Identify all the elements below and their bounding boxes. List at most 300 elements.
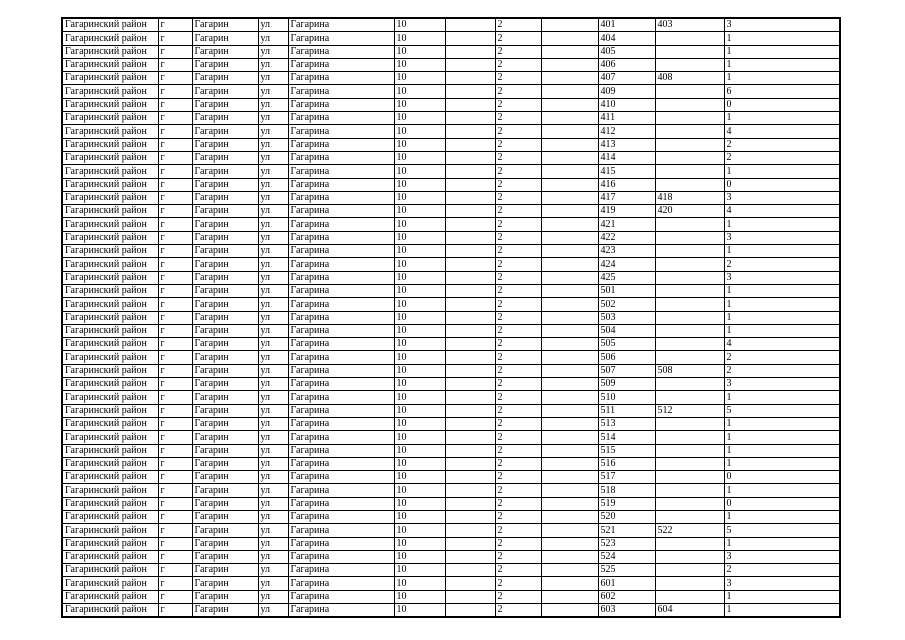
cell-building (445, 604, 495, 618)
cell-floor (541, 311, 598, 324)
cell-district: Гагаринский район (62, 577, 158, 590)
cell-settlement: Гагарин (192, 431, 258, 444)
cell-building (445, 510, 495, 523)
cell-settlement: Гагарин (192, 138, 258, 151)
cell-settlement-type: г (158, 258, 192, 271)
cell-street: Гагарина (288, 537, 394, 550)
cell-district: Гагаринский район (62, 444, 158, 457)
cell-settlement-type: г (158, 457, 192, 470)
cell-building (445, 32, 495, 45)
cell-residents: 2 (724, 564, 840, 577)
cell-street-type: ул (258, 298, 288, 311)
cell-floor (541, 298, 598, 311)
cell-settlement-type: г (158, 205, 192, 218)
cell-apartment-2: 418 (655, 191, 724, 204)
cell-floor (541, 510, 598, 523)
cell-entrance: 2 (495, 497, 541, 510)
cell-floor (541, 231, 598, 244)
cell-settlement: Гагарин (192, 98, 258, 111)
cell-house: 10 (394, 112, 445, 125)
cell-apartment: 518 (598, 484, 655, 497)
cell-house: 10 (394, 125, 445, 138)
cell-building (445, 564, 495, 577)
cell-apartment: 401 (598, 18, 655, 32)
cell-apartment-2: 522 (655, 524, 724, 537)
cell-house: 10 (394, 311, 445, 324)
cell-settlement: Гагарин (192, 151, 258, 164)
cell-street: Гагарина (288, 284, 394, 297)
cell-settlement-type: г (158, 165, 192, 178)
cell-apartment: 405 (598, 45, 655, 58)
cell-building (445, 271, 495, 284)
cell-house: 10 (394, 444, 445, 457)
cell-residents: 2 (724, 364, 840, 377)
table-row (62, 338, 840, 351)
cell-apartment: 524 (598, 550, 655, 563)
cell-floor (541, 338, 598, 351)
table-row (62, 364, 840, 377)
cell-apartment: 411 (598, 112, 655, 125)
cell-apartment: 412 (598, 125, 655, 138)
table-row (62, 284, 840, 297)
cell-street: Гагарина (288, 112, 394, 125)
cell-house: 10 (394, 564, 445, 577)
cell-apartment: 423 (598, 245, 655, 258)
cell-street-type: ул (258, 537, 288, 550)
cell-street: Гагарина (288, 98, 394, 111)
cell-district: Гагаринский район (62, 351, 158, 364)
cell-district: Гагаринский район (62, 85, 158, 98)
cell-entrance: 2 (495, 284, 541, 297)
cell-apartment: 417 (598, 191, 655, 204)
cell-entrance: 2 (495, 604, 541, 618)
cell-floor (541, 524, 598, 537)
cell-apartment: 509 (598, 378, 655, 391)
cell-residents: 1 (724, 510, 840, 523)
table-row (62, 125, 840, 138)
cell-street-type: ул (258, 245, 288, 258)
cell-entrance: 2 (495, 218, 541, 231)
cell-house: 10 (394, 32, 445, 45)
cell-district: Гагаринский район (62, 231, 158, 244)
cell-settlement: Гагарин (192, 178, 258, 191)
cell-residents: 0 (724, 497, 840, 510)
cell-apartment-2 (655, 98, 724, 111)
cell-residents: 1 (724, 324, 840, 337)
cell-settlement-type: г (158, 85, 192, 98)
table-row (62, 311, 840, 324)
cell-residents: 1 (724, 32, 840, 45)
cell-apartment-2 (655, 245, 724, 258)
table-row (62, 471, 840, 484)
cell-street-type: ул (258, 484, 288, 497)
cell-settlement-type: г (158, 218, 192, 231)
cell-house: 10 (394, 98, 445, 111)
cell-house: 10 (394, 231, 445, 244)
cell-apartment-2 (655, 284, 724, 297)
cell-street: Гагарина (288, 245, 394, 258)
cell-district: Гагаринский район (62, 45, 158, 58)
cell-settlement-type: г (158, 471, 192, 484)
cell-entrance: 2 (495, 324, 541, 337)
cell-settlement-type: г (158, 324, 192, 337)
table-row (62, 484, 840, 497)
cell-apartment: 523 (598, 537, 655, 550)
cell-entrance: 2 (495, 378, 541, 391)
cell-street-type: ул (258, 391, 288, 404)
cell-building (445, 165, 495, 178)
cell-district: Гагаринский район (62, 431, 158, 444)
cell-district: Гагаринский район (62, 258, 158, 271)
cell-residents: 1 (724, 72, 840, 85)
cell-settlement: Гагарин (192, 351, 258, 364)
cell-street-type: ул (258, 284, 288, 297)
cell-street: Гагарина (288, 378, 394, 391)
cell-house: 10 (394, 550, 445, 563)
cell-house: 10 (394, 165, 445, 178)
table-row (62, 537, 840, 550)
table-row (62, 391, 840, 404)
cell-entrance: 2 (495, 550, 541, 563)
cell-building (445, 112, 495, 125)
cell-apartment: 519 (598, 497, 655, 510)
cell-apartment: 511 (598, 404, 655, 417)
cell-building (445, 351, 495, 364)
table-row (62, 417, 840, 430)
cell-floor (541, 351, 598, 364)
cell-house: 10 (394, 510, 445, 523)
cell-settlement: Гагарин (192, 125, 258, 138)
cell-building (445, 98, 495, 111)
cell-floor (541, 58, 598, 71)
table-row (62, 178, 840, 191)
cell-street: Гагарина (288, 165, 394, 178)
cell-building (445, 205, 495, 218)
cell-apartment: 410 (598, 98, 655, 111)
cell-apartment: 513 (598, 417, 655, 430)
table-row (62, 550, 840, 563)
cell-settlement-type: г (158, 338, 192, 351)
cell-floor (541, 98, 598, 111)
cell-entrance: 2 (495, 524, 541, 537)
cell-floor (541, 444, 598, 457)
table-row (62, 510, 840, 523)
table-row (62, 151, 840, 164)
cell-settlement: Гагарин (192, 298, 258, 311)
cell-street: Гагарина (288, 364, 394, 377)
cell-building (445, 85, 495, 98)
cell-building (445, 338, 495, 351)
cell-house: 10 (394, 431, 445, 444)
cell-street: Гагарина (288, 404, 394, 417)
cell-building (445, 151, 495, 164)
table-row (62, 604, 840, 618)
cell-settlement: Гагарин (192, 18, 258, 32)
cell-apartment: 517 (598, 471, 655, 484)
cell-district: Гагаринский район (62, 271, 158, 284)
cell-apartment: 413 (598, 138, 655, 151)
cell-street: Гагарина (288, 338, 394, 351)
cell-district: Гагаринский район (62, 391, 158, 404)
cell-apartment-2 (655, 311, 724, 324)
cell-street: Гагарина (288, 58, 394, 71)
cell-floor (541, 18, 598, 32)
apartment-table (61, 17, 841, 618)
table-row (62, 112, 840, 125)
table-row (62, 98, 840, 111)
cell-district: Гагаринский район (62, 524, 158, 537)
cell-settlement: Гагарин (192, 510, 258, 523)
table-row (62, 258, 840, 271)
cell-building (445, 444, 495, 457)
cell-district: Гагаринский район (62, 550, 158, 563)
cell-building (445, 18, 495, 32)
cell-settlement: Гагарин (192, 590, 258, 603)
cell-apartment-2 (655, 484, 724, 497)
cell-floor (541, 364, 598, 377)
cell-street: Гагарина (288, 391, 394, 404)
cell-residents: 1 (724, 218, 840, 231)
cell-building (445, 471, 495, 484)
cell-building (445, 364, 495, 377)
cell-apartment-2 (655, 391, 724, 404)
cell-street: Гагарина (288, 18, 394, 32)
cell-residents: 1 (724, 112, 840, 125)
cell-entrance: 2 (495, 72, 541, 85)
cell-street-type: ул (258, 218, 288, 231)
cell-apartment-2 (655, 378, 724, 391)
cell-residents: 1 (724, 604, 840, 618)
cell-building (445, 72, 495, 85)
cell-floor (541, 604, 598, 618)
cell-settlement: Гагарин (192, 258, 258, 271)
cell-house: 10 (394, 284, 445, 297)
cell-apartment: 602 (598, 590, 655, 603)
cell-floor (541, 205, 598, 218)
cell-district: Гагаринский район (62, 364, 158, 377)
cell-entrance: 2 (495, 32, 541, 45)
cell-apartment-2 (655, 577, 724, 590)
cell-residents: 5 (724, 524, 840, 537)
cell-district: Гагаринский район (62, 151, 158, 164)
cell-house: 10 (394, 378, 445, 391)
cell-settlement: Гагарин (192, 604, 258, 618)
cell-district: Гагаринский район (62, 404, 158, 417)
cell-street-type: ул (258, 417, 288, 430)
cell-district: Гагаринский район (62, 72, 158, 85)
cell-residents: 4 (724, 338, 840, 351)
cell-street: Гагарина (288, 431, 394, 444)
cell-district: Гагаринский район (62, 338, 158, 351)
cell-street: Гагарина (288, 191, 394, 204)
cell-residents: 3 (724, 378, 840, 391)
cell-apartment-2 (655, 444, 724, 457)
cell-street-type: ул (258, 510, 288, 523)
cell-floor (541, 151, 598, 164)
cell-street: Гагарина (288, 85, 394, 98)
cell-entrance: 2 (495, 510, 541, 523)
cell-floor (541, 417, 598, 430)
cell-settlement-type: г (158, 444, 192, 457)
cell-entrance: 2 (495, 417, 541, 430)
cell-settlement-type: г (158, 484, 192, 497)
cell-residents: 1 (724, 484, 840, 497)
table-row (62, 271, 840, 284)
cell-settlement-type: г (158, 178, 192, 191)
cell-entrance: 2 (495, 484, 541, 497)
cell-building (445, 324, 495, 337)
cell-settlement: Гагарин (192, 524, 258, 537)
cell-floor (541, 378, 598, 391)
cell-apartment: 415 (598, 165, 655, 178)
cell-house: 10 (394, 58, 445, 71)
cell-apartment: 422 (598, 231, 655, 244)
cell-building (445, 417, 495, 430)
cell-street-type: ул (258, 138, 288, 151)
cell-entrance: 2 (495, 231, 541, 244)
cell-settlement: Гагарин (192, 577, 258, 590)
cell-floor (541, 165, 598, 178)
cell-street: Гагарина (288, 417, 394, 430)
cell-building (445, 497, 495, 510)
cell-building (445, 258, 495, 271)
cell-settlement: Гагарин (192, 311, 258, 324)
cell-residents: 3 (724, 577, 840, 590)
cell-entrance: 2 (495, 258, 541, 271)
cell-house: 10 (394, 417, 445, 430)
cell-settlement-type: г (158, 271, 192, 284)
cell-street-type: ул (258, 577, 288, 590)
cell-apartment: 504 (598, 324, 655, 337)
cell-street: Гагарина (288, 524, 394, 537)
table-row (62, 218, 840, 231)
cell-building (445, 58, 495, 71)
cell-residents: 3 (724, 18, 840, 32)
cell-settlement: Гагарин (192, 537, 258, 550)
cell-floor (541, 404, 598, 417)
cell-settlement-type: г (158, 58, 192, 71)
cell-apartment-2 (655, 258, 724, 271)
cell-entrance: 2 (495, 178, 541, 191)
cell-apartment-2: 420 (655, 205, 724, 218)
cell-house: 10 (394, 298, 445, 311)
cell-settlement-type: г (158, 404, 192, 417)
cell-street: Гагарина (288, 351, 394, 364)
cell-apartment-2 (655, 112, 724, 125)
cell-floor (541, 324, 598, 337)
cell-district: Гагаринский район (62, 484, 158, 497)
cell-apartment-2: 512 (655, 404, 724, 417)
cell-entrance: 2 (495, 85, 541, 98)
cell-house: 10 (394, 72, 445, 85)
cell-apartment: 419 (598, 205, 655, 218)
cell-district: Гагаринский район (62, 471, 158, 484)
cell-apartment-2 (655, 58, 724, 71)
cell-settlement-type: г (158, 32, 192, 45)
cell-residents: 3 (724, 271, 840, 284)
cell-residents: 1 (724, 537, 840, 550)
cell-settlement-type: г (158, 604, 192, 618)
cell-entrance: 2 (495, 590, 541, 603)
cell-street-type: ул (258, 590, 288, 603)
cell-residents: 3 (724, 191, 840, 204)
cell-residents: 2 (724, 351, 840, 364)
cell-residents: 1 (724, 284, 840, 297)
cell-street-type: ул (258, 324, 288, 337)
cell-entrance: 2 (495, 205, 541, 218)
cell-building (445, 191, 495, 204)
cell-building (445, 431, 495, 444)
cell-house: 10 (394, 324, 445, 337)
cell-street: Гагарина (288, 311, 394, 324)
cell-district: Гагаринский район (62, 378, 158, 391)
cell-apartment: 501 (598, 284, 655, 297)
cell-district: Гагаринский район (62, 125, 158, 138)
cell-floor (541, 550, 598, 563)
cell-apartment: 424 (598, 258, 655, 271)
cell-house: 10 (394, 537, 445, 550)
cell-street-type: ул (258, 112, 288, 125)
cell-floor (541, 72, 598, 85)
cell-street-type: ул (258, 604, 288, 618)
cell-apartment: 409 (598, 85, 655, 98)
cell-district: Гагаринский район (62, 537, 158, 550)
cell-street-type: ул (258, 58, 288, 71)
cell-apartment: 520 (598, 510, 655, 523)
cell-settlement-type: г (158, 524, 192, 537)
cell-district: Гагаринский район (62, 112, 158, 125)
cell-settlement: Гагарин (192, 457, 258, 470)
cell-entrance: 2 (495, 45, 541, 58)
cell-floor (541, 112, 598, 125)
cell-settlement-type: г (158, 378, 192, 391)
cell-street-type: ул (258, 351, 288, 364)
cell-settlement: Гагарин (192, 338, 258, 351)
cell-settlement-type: г (158, 18, 192, 32)
cell-street: Гагарина (288, 298, 394, 311)
cell-entrance: 2 (495, 564, 541, 577)
cell-settlement: Гагарин (192, 58, 258, 71)
cell-entrance: 2 (495, 245, 541, 258)
cell-entrance: 2 (495, 444, 541, 457)
cell-street: Гагарина (288, 550, 394, 563)
cell-settlement-type: г (158, 537, 192, 550)
cell-residents: 1 (724, 391, 840, 404)
cell-entrance: 2 (495, 271, 541, 284)
cell-street: Гагарина (288, 72, 394, 85)
cell-street: Гагарина (288, 231, 394, 244)
cell-street-type: ул (258, 564, 288, 577)
cell-floor (541, 85, 598, 98)
cell-building (445, 484, 495, 497)
cell-residents: 1 (724, 431, 840, 444)
cell-street-type: ул (258, 524, 288, 537)
table-row (62, 351, 840, 364)
cell-settlement: Гагарин (192, 497, 258, 510)
cell-street: Гагарина (288, 45, 394, 58)
cell-apartment: 603 (598, 604, 655, 618)
cell-house: 10 (394, 471, 445, 484)
cell-residents: 4 (724, 205, 840, 218)
cell-street-type: ул (258, 404, 288, 417)
cell-settlement-type: г (158, 564, 192, 577)
cell-floor (541, 245, 598, 258)
cell-street: Гагарина (288, 497, 394, 510)
cell-entrance: 2 (495, 311, 541, 324)
cell-apartment: 507 (598, 364, 655, 377)
cell-street-type: ул (258, 125, 288, 138)
cell-street: Гагарина (288, 564, 394, 577)
